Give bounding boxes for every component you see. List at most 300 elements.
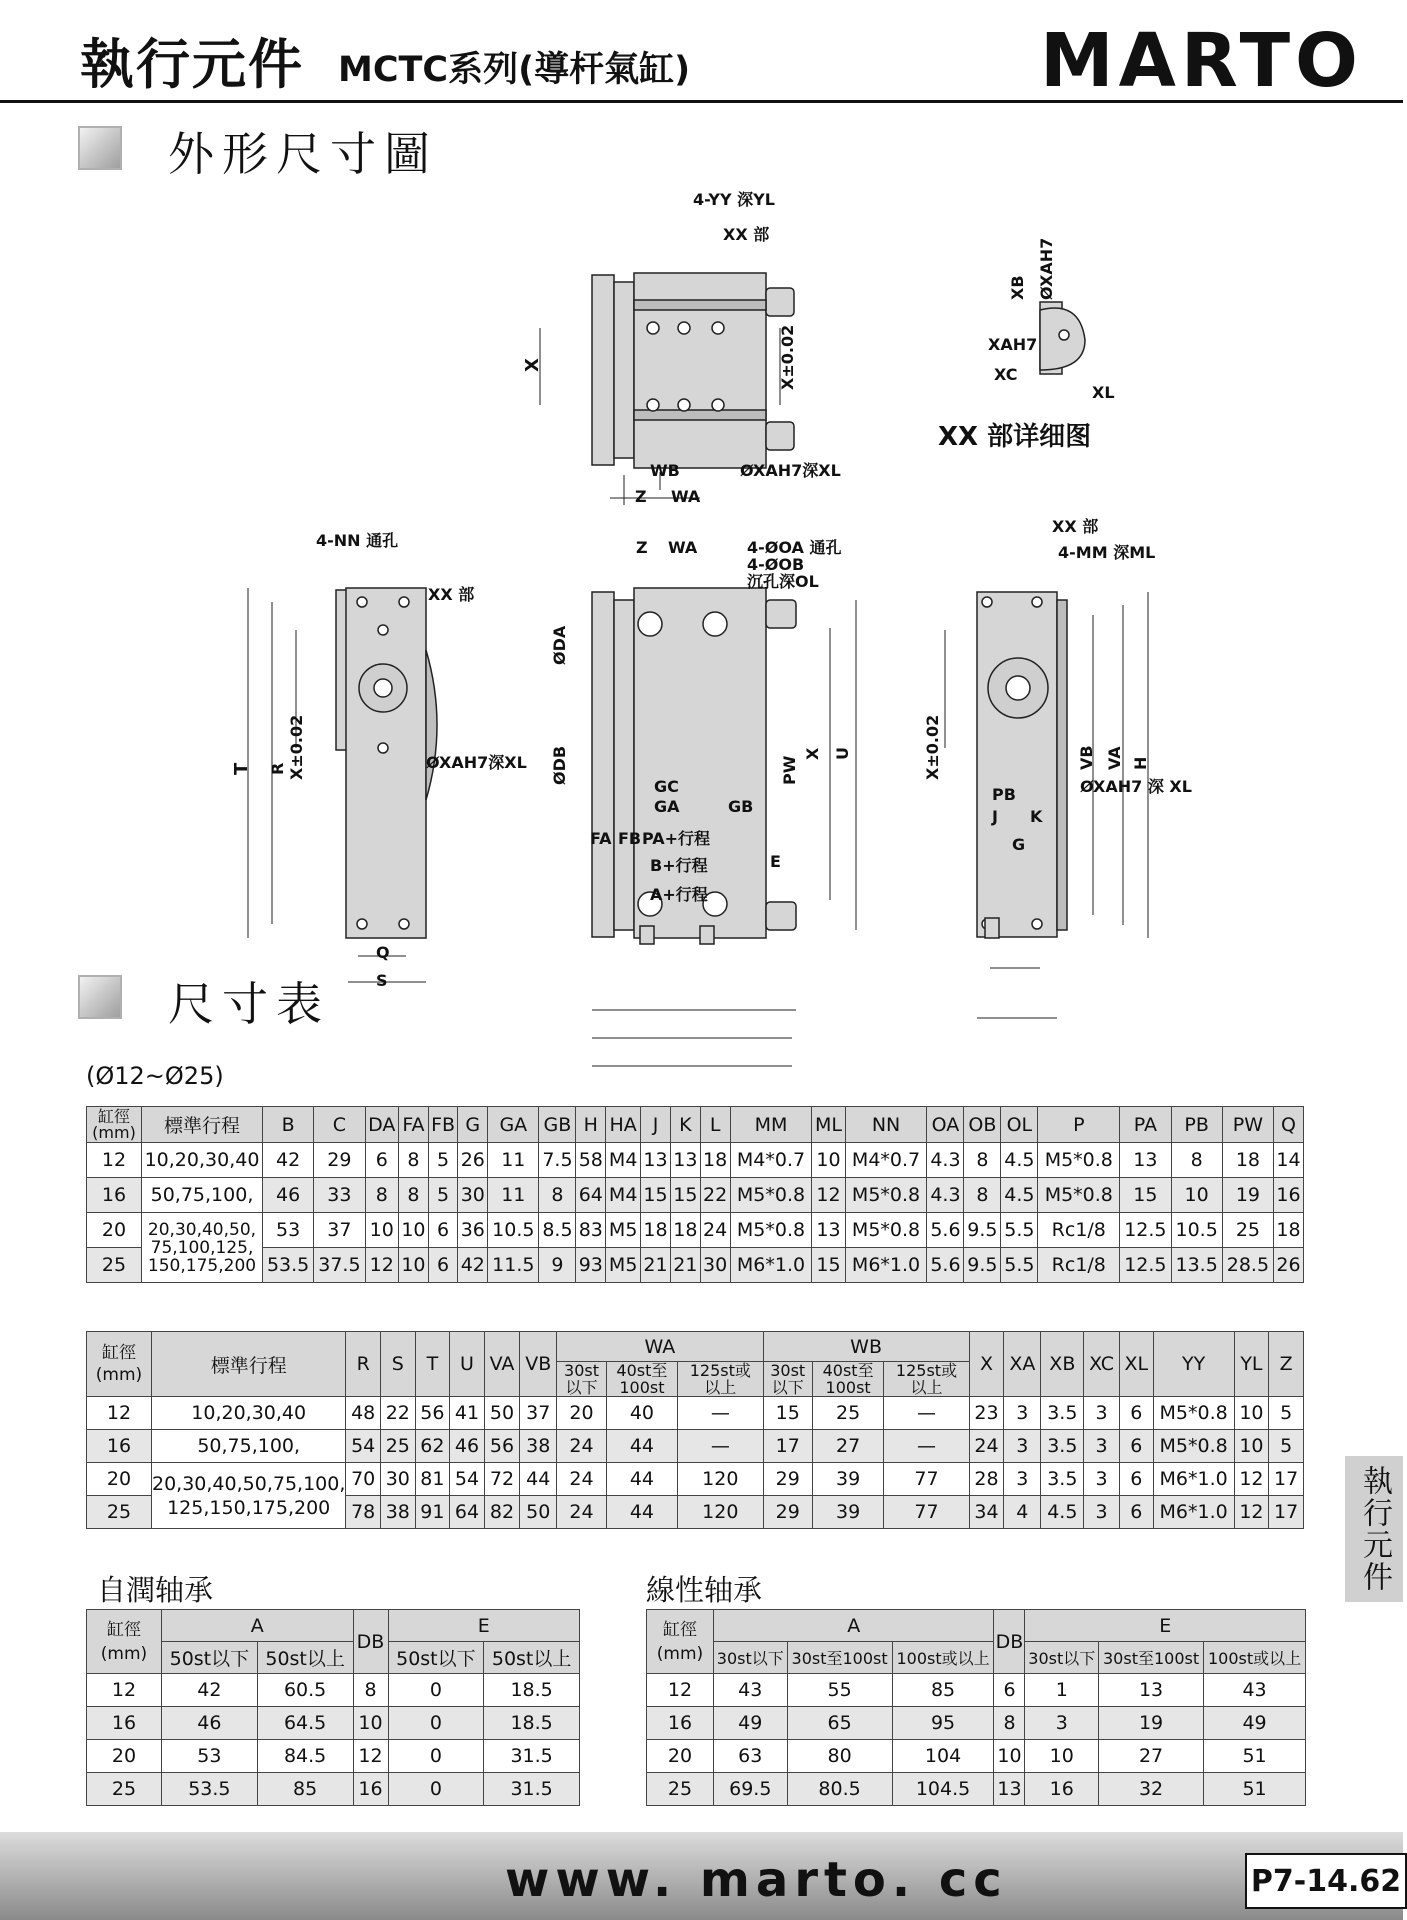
table-cell: 8 xyxy=(1171,1143,1222,1178)
table-subheader: 50st以上 xyxy=(257,1642,353,1674)
table-cell: 6 xyxy=(1119,1430,1153,1463)
table-header: 缸徑 (mm) xyxy=(647,1610,714,1674)
table-cell: 25 xyxy=(87,1496,152,1529)
svg-text:4-ØOA 通孔: 4-ØOA 通孔 xyxy=(747,538,842,557)
svg-text:PA+行程: PA+行程 xyxy=(642,829,711,848)
table-cell: 10 xyxy=(399,1248,429,1283)
table-cell: 21 xyxy=(641,1248,671,1283)
table-cell: 13 xyxy=(994,1773,1025,1806)
table-cell: 65 xyxy=(787,1707,892,1740)
table-cell: 10 xyxy=(365,1213,398,1248)
table-cell: 9 xyxy=(539,1248,576,1283)
table-cell: 3 xyxy=(1084,1496,1120,1529)
table-header-row xyxy=(87,1610,580,1642)
table-caption-self-lube: 自潤轴承 xyxy=(97,1573,214,1607)
table-cell: 37 xyxy=(520,1397,557,1430)
table-cell: 5.6 xyxy=(927,1248,964,1283)
svg-text:XL: XL xyxy=(1092,383,1115,402)
svg-text:ØXAH7深XL: ØXAH7深XL xyxy=(426,753,527,772)
table-cell: 12 xyxy=(87,1674,162,1707)
table-cell: 13.5 xyxy=(1171,1248,1222,1283)
svg-text:沉孔深OL: 沉孔深OL xyxy=(747,572,819,591)
detail-drawing xyxy=(1040,302,1085,374)
table-cell: 22 xyxy=(700,1178,730,1213)
table-header: GA xyxy=(488,1107,539,1143)
table-cell: 5 xyxy=(428,1178,458,1213)
table-header: OB xyxy=(964,1107,1001,1143)
svg-text:XX 部详细图: XX 部详细图 xyxy=(938,422,1092,452)
table-subheader: 40st至 100st xyxy=(812,1362,883,1397)
table-row xyxy=(87,1397,1304,1430)
table-cell: M4*0.7 xyxy=(730,1143,812,1178)
table-cell: 18 xyxy=(641,1213,671,1248)
table-cell: 53.5 xyxy=(162,1773,258,1806)
table-header-row xyxy=(87,1332,1304,1362)
table-cell: 120 xyxy=(678,1463,763,1496)
table-cell: 15 xyxy=(641,1178,671,1213)
table-row xyxy=(87,1143,1304,1178)
table-cell: 6 xyxy=(1119,1397,1153,1430)
table-cell: M5 xyxy=(606,1248,641,1283)
table-header: XL xyxy=(1119,1332,1153,1397)
table-cell: 16 xyxy=(353,1773,388,1806)
table-cell: 50 xyxy=(520,1496,557,1529)
table-cell: 22 xyxy=(380,1397,415,1430)
table-cell: 18 xyxy=(700,1143,730,1178)
table-cell: 12 xyxy=(1234,1463,1269,1496)
website-link[interactable]: www. marto. cc xyxy=(505,1852,1008,1908)
table-header: MM xyxy=(730,1107,812,1143)
svg-text:XB: XB xyxy=(1008,275,1027,300)
table-header: DB xyxy=(353,1610,388,1674)
table-cell: 104.5 xyxy=(892,1773,994,1806)
table-cell: 16 xyxy=(87,1178,142,1213)
table-cell: 51 xyxy=(1204,1740,1306,1773)
table-cell: 16 xyxy=(647,1707,714,1740)
table-cell: 18 xyxy=(1274,1213,1304,1248)
table-cell: 42 xyxy=(458,1248,488,1283)
table-header: A xyxy=(714,1610,994,1642)
stroke-cell: 20,30,40,50,75,100, 125,150,175,200 xyxy=(152,1463,346,1529)
table-cell: 25 xyxy=(87,1248,142,1283)
table-cell: 54 xyxy=(450,1463,485,1496)
table-cell: 10 xyxy=(1234,1430,1269,1463)
table-subheader-row xyxy=(647,1642,1306,1674)
table-subheader: 30st以下 xyxy=(714,1642,788,1674)
svg-text:XC: XC xyxy=(994,365,1018,384)
table-header: 缸徑 (mm) xyxy=(87,1610,162,1674)
svg-text:WA: WA xyxy=(671,487,701,506)
table-cell: 24 xyxy=(700,1213,730,1248)
table-cell: 19 xyxy=(1222,1178,1273,1213)
brand-logo: MARTO xyxy=(1040,18,1363,104)
table-subheader: 50st以下 xyxy=(162,1642,258,1674)
table-row xyxy=(87,1213,1304,1248)
table-cell: 24 xyxy=(969,1430,1004,1463)
svg-text:X: X xyxy=(522,358,543,372)
table-header: XC xyxy=(1084,1332,1120,1397)
table-cell: 25 xyxy=(87,1773,162,1806)
table-cell: 38 xyxy=(520,1430,557,1463)
table-header: VA xyxy=(484,1332,519,1397)
left-view-drawing xyxy=(336,588,437,938)
table-cell: 26 xyxy=(1274,1248,1304,1283)
table-cell: 64 xyxy=(576,1178,606,1213)
table-cell: 15 xyxy=(670,1178,700,1213)
table-cell: 8 xyxy=(399,1178,429,1213)
table-cell: M5*0.8 xyxy=(1153,1397,1234,1430)
svg-text:PB: PB xyxy=(992,785,1016,804)
table-cell: M6*1.0 xyxy=(845,1248,927,1283)
svg-text:X: X xyxy=(803,747,822,760)
table-cell: — xyxy=(884,1430,969,1463)
table-cell: M6*1.0 xyxy=(1153,1463,1234,1496)
table-cell: 5.6 xyxy=(927,1213,964,1248)
table-caption-linear: 線性轴承 xyxy=(646,1573,763,1607)
table-header: 標準行程 xyxy=(142,1107,263,1143)
svg-text:A+行程: A+行程 xyxy=(650,885,708,904)
table-cell: 27 xyxy=(812,1430,883,1463)
svg-text:ØXAH7深XL: ØXAH7深XL xyxy=(740,461,841,480)
svg-text:S: S xyxy=(376,971,388,990)
table-cell: 84.5 xyxy=(257,1740,353,1773)
table-cell: 69.5 xyxy=(714,1773,788,1806)
table-cell: M5*0.8 xyxy=(1038,1143,1120,1178)
table-cell: 9.5 xyxy=(964,1248,1001,1283)
table-cell: 3 xyxy=(1004,1397,1041,1430)
table-header: J xyxy=(641,1107,671,1143)
table-cell: 3 xyxy=(1084,1463,1120,1496)
table-cell: 6 xyxy=(428,1248,458,1283)
table-row xyxy=(647,1740,1306,1773)
table-cell: 12 xyxy=(87,1397,152,1430)
table-cell: 15 xyxy=(1120,1178,1171,1213)
linear-bearing-table xyxy=(646,1609,1306,1806)
table-cell: 12 xyxy=(353,1740,388,1773)
table-cell: 60.5 xyxy=(257,1674,353,1707)
table-cell: 53.5 xyxy=(263,1248,314,1283)
table-cell: 93 xyxy=(576,1248,606,1283)
table-cell: 33 xyxy=(314,1178,365,1213)
table-cell: 43 xyxy=(714,1674,788,1707)
table-cell: 72 xyxy=(484,1463,519,1496)
svg-text:R: R xyxy=(268,762,287,775)
table-cell: 0 xyxy=(388,1707,484,1740)
stroke-cell: 10,20,30,40 xyxy=(152,1397,346,1430)
table-header: R xyxy=(346,1332,381,1397)
table-cell: 62 xyxy=(415,1430,450,1463)
svg-text:U: U xyxy=(833,747,852,760)
table-cell: 10 xyxy=(1171,1178,1222,1213)
table-header: YL xyxy=(1234,1332,1269,1397)
table-cell: 51 xyxy=(1204,1773,1306,1806)
table-cell: 3 xyxy=(1004,1430,1041,1463)
table-cell: 9.5 xyxy=(964,1213,1001,1248)
table-cell: 16 xyxy=(1025,1773,1099,1806)
table-cell: 10 xyxy=(1025,1740,1099,1773)
svg-text:GB: GB xyxy=(728,797,754,816)
table-header: 缸徑 (mm) xyxy=(87,1332,152,1397)
table-cell: 54 xyxy=(346,1430,381,1463)
table-cell: 77 xyxy=(884,1496,969,1529)
table-cell: 39 xyxy=(812,1496,883,1529)
table-cell: 24 xyxy=(557,1463,606,1496)
table-header: NN xyxy=(845,1107,927,1143)
table-cell: 56 xyxy=(415,1397,450,1430)
table-subheader: 30st至100st xyxy=(1099,1642,1204,1674)
table-cell: 20 xyxy=(87,1463,152,1496)
table-cell: 56 xyxy=(484,1430,519,1463)
table-cell: 64.5 xyxy=(257,1707,353,1740)
table-cell: 3.5 xyxy=(1041,1430,1084,1463)
table-cell: 4.5 xyxy=(1001,1178,1038,1213)
svg-text:XX 部: XX 部 xyxy=(428,585,475,604)
table-cell: 12 xyxy=(87,1143,142,1178)
table-cell: 20 xyxy=(557,1397,606,1430)
table-cell: 29 xyxy=(763,1463,812,1496)
table-header: FA xyxy=(399,1107,429,1143)
table-header: PB xyxy=(1171,1107,1222,1143)
table-cell: 37.5 xyxy=(314,1248,365,1283)
table-row xyxy=(87,1463,1304,1496)
table-header: 缸徑 (mm) xyxy=(87,1107,142,1143)
svg-text:G: G xyxy=(1012,835,1026,854)
table-row xyxy=(647,1674,1306,1707)
svg-text:VB: VB xyxy=(1077,745,1096,770)
table-cell: 10 xyxy=(1234,1397,1269,1430)
table-cell: 23 xyxy=(969,1397,1004,1430)
table-header: YY xyxy=(1153,1332,1234,1397)
table-header: XA xyxy=(1004,1332,1041,1397)
table-cell: 5 xyxy=(1269,1430,1304,1463)
svg-text:X±0.02: X±0.02 xyxy=(778,324,797,390)
table-cell: 48 xyxy=(346,1397,381,1430)
stroke-cell: 50,75,100, xyxy=(142,1178,263,1213)
svg-text:X±0.02: X±0.02 xyxy=(287,714,306,780)
table-cell: 36 xyxy=(458,1213,488,1248)
table-header: FB xyxy=(428,1107,458,1143)
table-cell: 5 xyxy=(428,1143,458,1178)
table-cell: M5*0.8 xyxy=(1153,1430,1234,1463)
table-cell: 4.5 xyxy=(1041,1496,1084,1529)
svg-text:WB: WB xyxy=(650,461,680,480)
table-cell: 81 xyxy=(415,1463,450,1496)
table-subheader: 100st或以上 xyxy=(1204,1642,1306,1674)
table-cell: M4*0.7 xyxy=(845,1143,927,1178)
table-row xyxy=(647,1707,1306,1740)
table-cell: 91 xyxy=(415,1496,450,1529)
table-cell: 30 xyxy=(700,1248,730,1283)
table-header: A xyxy=(162,1610,354,1642)
table-cell: M5*0.8 xyxy=(845,1213,927,1248)
top-view-drawing xyxy=(592,273,794,468)
svg-text:Z: Z xyxy=(635,487,647,506)
table-cell: 28 xyxy=(969,1463,1004,1496)
table-cell: 18.5 xyxy=(484,1707,580,1740)
table-cell: 18.5 xyxy=(484,1674,580,1707)
table-cell: 12.5 xyxy=(1120,1248,1171,1283)
table-cell: 19 xyxy=(1099,1707,1204,1740)
table-cell: 3 xyxy=(1084,1397,1120,1430)
table-cell: M5 xyxy=(606,1213,641,1248)
table-cell: 13 xyxy=(812,1213,845,1248)
table-cell: M5*0.8 xyxy=(845,1178,927,1213)
table-cell: 6 xyxy=(1119,1463,1153,1496)
table-cell: 6 xyxy=(428,1213,458,1248)
table-cell: 46 xyxy=(450,1430,485,1463)
bore-range: (Ø12~Ø25) xyxy=(86,1062,224,1090)
table-header: GB xyxy=(539,1107,576,1143)
table-header: Q xyxy=(1274,1107,1304,1143)
stroke-cell: 20,30,40,50, 75,100,125, 150,175,200 xyxy=(142,1213,263,1283)
table-cell: 44 xyxy=(520,1463,557,1496)
svg-text:4-ØOB: 4-ØOB xyxy=(747,555,805,574)
table-cell: 77 xyxy=(884,1463,969,1496)
table-cell: 10 xyxy=(812,1143,845,1178)
dimension-table-1 xyxy=(86,1106,1304,1283)
section-marker-icon xyxy=(78,975,122,1019)
table-subheader: 30st 以下 xyxy=(763,1362,812,1397)
table-cell: 4 xyxy=(1004,1496,1041,1529)
table-cell: 24 xyxy=(557,1496,606,1529)
table-subheader: 125st或 以上 xyxy=(884,1362,969,1397)
svg-text:ØDB: ØDB xyxy=(550,745,569,785)
table-cell: 8 xyxy=(365,1178,398,1213)
table-cell: 0 xyxy=(388,1740,484,1773)
section-side-tab[interactable] xyxy=(1345,1456,1403,1602)
svg-text:VA: VA xyxy=(1105,746,1124,770)
table-header: S xyxy=(380,1332,415,1397)
table-cell: 53 xyxy=(162,1740,258,1773)
table-cell: 26 xyxy=(458,1143,488,1178)
self-lube-bearing-table xyxy=(86,1609,580,1806)
table-cell: 78 xyxy=(346,1496,381,1529)
dimension-table-2 xyxy=(86,1331,1304,1529)
svg-text:Q: Q xyxy=(376,943,390,962)
table-cell: 17 xyxy=(1269,1463,1304,1496)
table-header: Z xyxy=(1269,1332,1304,1397)
table-cell: 10 xyxy=(994,1740,1025,1773)
table-row xyxy=(87,1430,1304,1463)
table-subheader: 30st 以下 xyxy=(557,1362,606,1397)
table-cell: 80.5 xyxy=(787,1773,892,1806)
table-cell: 85 xyxy=(892,1674,994,1707)
table-header: L xyxy=(700,1107,730,1143)
svg-text:K: K xyxy=(1030,807,1043,826)
table-cell: 55 xyxy=(787,1674,892,1707)
table-cell: 13 xyxy=(1099,1674,1204,1707)
table-cell: 63 xyxy=(714,1740,788,1773)
table-cell: 6 xyxy=(994,1674,1025,1707)
table-cell: 120 xyxy=(678,1496,763,1529)
table-cell: 13 xyxy=(1120,1143,1171,1178)
table-cell: 13 xyxy=(670,1143,700,1178)
table-cell: 15 xyxy=(812,1248,845,1283)
table-header: E xyxy=(1025,1610,1306,1642)
table-cell: — xyxy=(884,1397,969,1430)
svg-text:T: T xyxy=(231,762,252,775)
table-cell: 4.3 xyxy=(927,1143,964,1178)
table-header: PA xyxy=(1120,1107,1171,1143)
table-cell: 3 xyxy=(1025,1707,1099,1740)
table-cell: 18 xyxy=(670,1213,700,1248)
table-cell: 3.5 xyxy=(1041,1397,1084,1430)
table-cell: 46 xyxy=(263,1178,314,1213)
table-header: HA xyxy=(606,1107,641,1143)
svg-text:4-YY 深YL: 4-YY 深YL xyxy=(693,190,775,209)
table-cell: 4.5 xyxy=(1001,1143,1038,1178)
table-subheader: 50st以下 xyxy=(388,1642,484,1674)
table-cell: 5.5 xyxy=(1001,1248,1038,1283)
table-row xyxy=(87,1674,580,1707)
table-header: 標準行程 xyxy=(152,1332,346,1397)
table-header-row xyxy=(87,1107,1304,1143)
svg-text:XX 部: XX 部 xyxy=(1052,517,1099,536)
side-tab-label: 執行元件 xyxy=(1357,1465,1392,1593)
table-cell: 25 xyxy=(1222,1213,1273,1248)
table-cell: 20 xyxy=(87,1213,142,1248)
table-cell: 25 xyxy=(380,1430,415,1463)
table-cell: 80 xyxy=(787,1740,892,1773)
table-row xyxy=(87,1773,580,1806)
table-row xyxy=(87,1178,1304,1213)
table-cell: 95 xyxy=(892,1707,994,1740)
stroke-cell: 10,20,30,40 xyxy=(142,1143,263,1178)
table-cell: Rc1/8 xyxy=(1038,1248,1120,1283)
svg-text:B+行程: B+行程 xyxy=(650,856,708,875)
table-row xyxy=(87,1248,1304,1283)
table-subheader: 100st或以上 xyxy=(892,1642,994,1674)
table-cell: 17 xyxy=(1269,1496,1304,1529)
table-cell: 64 xyxy=(450,1496,485,1529)
table-cell: 12 xyxy=(647,1674,714,1707)
svg-text:H: H xyxy=(1131,756,1150,770)
svg-text:4-MM 深ML: 4-MM 深ML xyxy=(1058,543,1156,562)
table-cell: 21 xyxy=(670,1248,700,1283)
table-cell: 32 xyxy=(1099,1773,1204,1806)
table-cell: 34 xyxy=(969,1496,1004,1529)
page-number: P7-14.62 xyxy=(1245,1853,1407,1909)
table-cell: 50 xyxy=(484,1397,519,1430)
table-cell: M6*1.0 xyxy=(730,1248,812,1283)
table-cell: 13 xyxy=(641,1143,671,1178)
table-cell: M5*0.8 xyxy=(730,1213,812,1248)
table-cell: 29 xyxy=(314,1143,365,1178)
table-header: T xyxy=(415,1332,450,1397)
table-cell: 39 xyxy=(812,1463,883,1496)
table-cell: 49 xyxy=(1204,1707,1306,1740)
table-cell: 43 xyxy=(1204,1674,1306,1707)
table-cell: M5*0.8 xyxy=(730,1178,812,1213)
table-header: E xyxy=(388,1610,580,1642)
table-subheader: 50st以上 xyxy=(484,1642,580,1674)
series-title: MCTC系列(導杆氣缸) xyxy=(338,50,691,90)
table-cell: 31.5 xyxy=(484,1740,580,1773)
table-cell: 29 xyxy=(763,1496,812,1529)
table-cell: 24 xyxy=(557,1430,606,1463)
right-view-drawing xyxy=(977,592,1067,938)
table-cell: — xyxy=(678,1397,763,1430)
table-cell: 30 xyxy=(458,1178,488,1213)
table-cell: 44 xyxy=(606,1463,677,1496)
table-cell: 8.5 xyxy=(539,1213,576,1248)
table-cell: 10 xyxy=(353,1707,388,1740)
table-cell: 15 xyxy=(763,1397,812,1430)
svg-text:FA: FA xyxy=(590,829,612,848)
svg-text:XAH7: XAH7 xyxy=(988,335,1038,354)
table-header: OA xyxy=(927,1107,964,1143)
table-cell: 10.5 xyxy=(488,1213,539,1248)
